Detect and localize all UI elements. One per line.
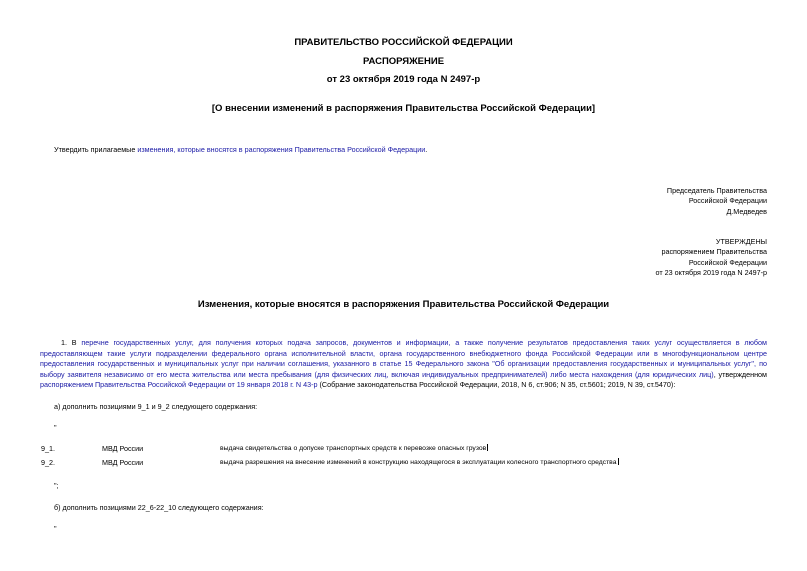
- gov-title: ПРАВИТЕЛЬСТВО РОССИЙСКОЙ ФЕДЕРАЦИИ: [294, 37, 513, 48]
- quote-open: ": [54, 524, 57, 533]
- row-organization: МВД России: [102, 444, 144, 453]
- table-row: [0, 458, 807, 468]
- sub-item-b: б) дополнить позициями 22_6-22_10 следующего содержания:: [54, 503, 264, 512]
- approved-block: [656, 237, 768, 279]
- text-cursor-icon: [618, 458, 619, 465]
- quote-open: ": [54, 423, 57, 432]
- row-number: 9_2.: [41, 458, 55, 467]
- doc-type: РАСПОРЯЖЕНИЕ: [362, 56, 445, 67]
- doc-subject: [О внесении изменений в распоряжения Правительства Российской Федерации]: [211, 103, 596, 114]
- approve-prefix: Утвердить прилагаемые: [54, 145, 138, 154]
- doc-date: от 23 октября 2019 года N 2497-р: [326, 74, 481, 85]
- approved-line: от 23 октября 2019 года N 2497-р: [655, 268, 767, 278]
- row-description-text: выдача свидетельства о допуске транспортных средств к перевозке опасных грузов: [220, 445, 487, 452]
- approved-line: Российской Федерации: [688, 257, 767, 267]
- decree-link[interactable]: распоряжением Правительства Российской Федерации от 19 января 2018 г. N 43-р: [40, 380, 318, 390]
- item-1-text: (Собрание законодательства Российской Федерации, 2018, N 6, ст.906; N 35, ст.5601; 2019, N 39, ст.5470):: [317, 380, 676, 390]
- approve-line: [54, 145, 427, 155]
- row-description: [220, 458, 619, 468]
- approved-line: распоряжением Правительства: [661, 247, 767, 257]
- signature-line: Председатель Правительства: [666, 186, 767, 195]
- approved-line: УТВЕРЖДЕНЫ: [715, 237, 767, 246]
- signature-block: [667, 186, 767, 217]
- item-1-text: 1. В: [61, 338, 82, 347]
- text-cursor-icon: [487, 444, 488, 451]
- changes-title: Изменения, которые вносятся в распоряжения Правительства Российской Федерации: [197, 299, 610, 310]
- approve-link[interactable]: изменения, которые вносятся в распоряжения Правительства Российской Федерации: [137, 145, 426, 154]
- quote-close: ";: [54, 481, 59, 490]
- row-number: 9_1.: [41, 444, 55, 453]
- services-list-link[interactable]: перечне государственных услуг, для получения которых подача запросов, документов и информации, а также получение результатов предоставления таких услуг осуществляется в любом предоставляющем такие услуги подразделении федерального органа исполнительной власти, органа государственного внебюджетного фонда Российской Федерации или в многофункциональном центре предоставления государственных и муниципальных услуг при наличии соглашения, указанного в статье 15 Федерального закона "Об организации предоставления государственных и муниципальных услуг", по выбору заявителя независимо от его места жительства или места пребывания (для физических лиц, включая индивидуальных предпринимателей) либо места нахождения (для юридических лиц): [40, 338, 767, 379]
- signature-line: Д.Медведев: [726, 206, 767, 216]
- item-1-text: , утвержденном: [713, 369, 767, 379]
- table-row: [0, 444, 807, 454]
- row-organization: МВД России: [102, 458, 144, 467]
- sub-item-a: а) дополнить позициями 9_1 и 9_2 следующего содержания:: [54, 402, 258, 411]
- approve-suffix: .: [425, 145, 428, 154]
- item-1-paragraph: [40, 338, 767, 391]
- signature-line: Российской Федерации: [688, 196, 767, 206]
- row-description: [220, 444, 488, 454]
- row-description-text: выдача разрешения на внесение изменений в конструкцию находящегося в эксплуатации колесного транспортного средства: [220, 459, 617, 466]
